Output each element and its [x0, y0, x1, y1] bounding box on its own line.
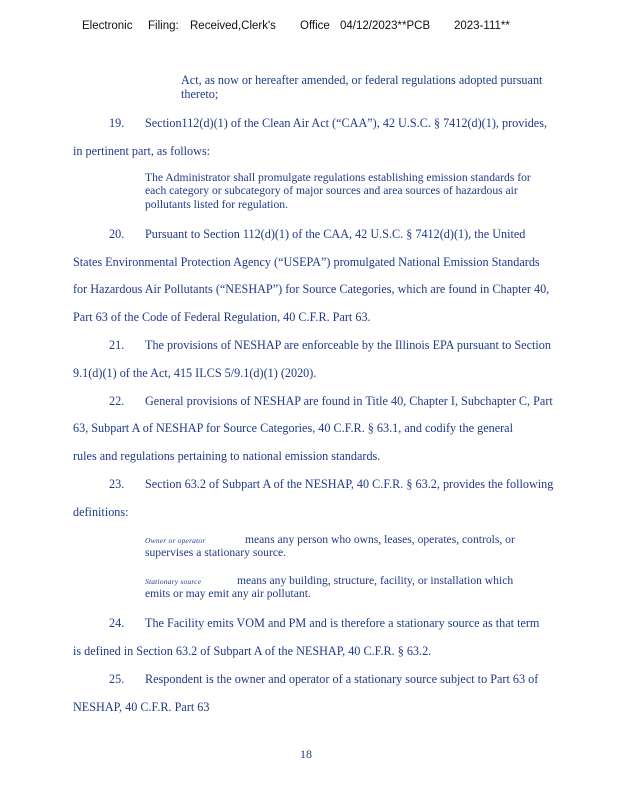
paragraph-19-line: in pertinent part, as follows:: [73, 144, 211, 158]
paragraph-number: 20.: [109, 227, 125, 241]
header-case-number: 2023-111**: [454, 20, 510, 32]
paragraph-22-line: rules and regulations pertaining to national emission standards.: [73, 449, 381, 463]
paragraph-20-line: Part 63 of the Code of Federal Regulation, 40 C.F.R. Part 63.: [73, 310, 371, 324]
header-office: Office: [300, 20, 330, 32]
paragraph-20-line: Pursuant to Section 112(d)(1) of the CAA, 42 U.S.C. § 7412(d)(1), the United: [145, 227, 526, 241]
block-quote-line: pollutants listed for regulation.: [145, 198, 288, 211]
block-quote-line: The Administrator shall promulgate regulations establishing emission standards for: [145, 171, 531, 184]
paragraph-number: 22.: [109, 394, 125, 408]
paragraph-21-line: 9.1(d)(1) of the Act, 415 ILCS 5/9.1(d)(1) (2020).: [73, 366, 317, 380]
paragraph-24-line: is defined in Section 63.2 of Subpart A of the NESHAP, 40 C.F.R. § 63.2.: [73, 644, 432, 658]
paragraph-number: 25.: [109, 672, 125, 686]
paragraph-24-line: The Facility emits VOM and PM and is therefore a stationary source as that term: [145, 616, 540, 630]
paragraph-19-line: Section112(d)(1) of the Clean Air Act (“CAA”), 42 U.S.C. § 7412(d)(1), provides,: [145, 116, 547, 130]
paragraph-21-line: The provisions of NESHAP are enforceable by the Illinois EPA pursuant to Section: [145, 338, 551, 352]
continuation-line: Act, as now or hereafter amended, or federal regulations adopted pursuant: [181, 73, 543, 87]
paragraph-22-line: 63, Subpart A of NESHAP for Source Categories, 40 C.F.R. § 63.1, and codify the general: [73, 421, 513, 435]
paragraph-number: 23.: [109, 477, 125, 491]
definition-text: emits or may emit any air pollutant.: [145, 587, 311, 600]
paragraph-22-line: General provisions of NESHAP are found in Title 40, Chapter I, Subchapter C, Part: [145, 394, 553, 408]
paragraph-23-line: Section 63.2 of Subpart A of the NESHAP, 40 C.F.R. § 63.2, provides the following: [145, 477, 554, 491]
paragraph-20-line: States Environmental Protection Agency (“USEPA”) promulgated National Emission Standards: [73, 255, 540, 269]
paragraph-20-line: for Hazardous Air Pollutants (“NESHAP”) for Source Categories, which are found in Chapter 40,: [73, 282, 550, 296]
paragraph-number: 21.: [109, 338, 125, 352]
continuation-line: thereto;: [181, 87, 219, 101]
header-received: Received,Clerk's: [190, 20, 276, 32]
block-quote-line: each category or subcategory of major sources and area sources of hazardous air: [145, 184, 518, 197]
paragraph-number: 19.: [109, 116, 125, 130]
header-date: 04/12/2023**PCB: [340, 20, 431, 32]
page-number: 18: [300, 747, 312, 761]
paragraph-23-line: definitions:: [73, 505, 129, 519]
paragraph-number: 24.: [109, 616, 125, 630]
header-electronic: Electronic: [82, 20, 133, 32]
header-filing: Filing:: [148, 20, 179, 32]
definition-term: Stationary source: [145, 577, 202, 586]
paragraph-25-line: NESHAP, 40 C.F.R. Part 63: [73, 700, 210, 714]
definition-text: supervises a stationary source.: [145, 546, 287, 559]
definition-term: Owner or operator: [145, 536, 206, 545]
definition-text: means any building, structure, facility, or installation which: [237, 574, 514, 587]
paragraph-25-line: Respondent is the owner and operator of a stationary source subject to Part 63 of: [145, 672, 539, 686]
definition-text: means any person who owns, leases, operates, controls, or: [245, 533, 515, 546]
